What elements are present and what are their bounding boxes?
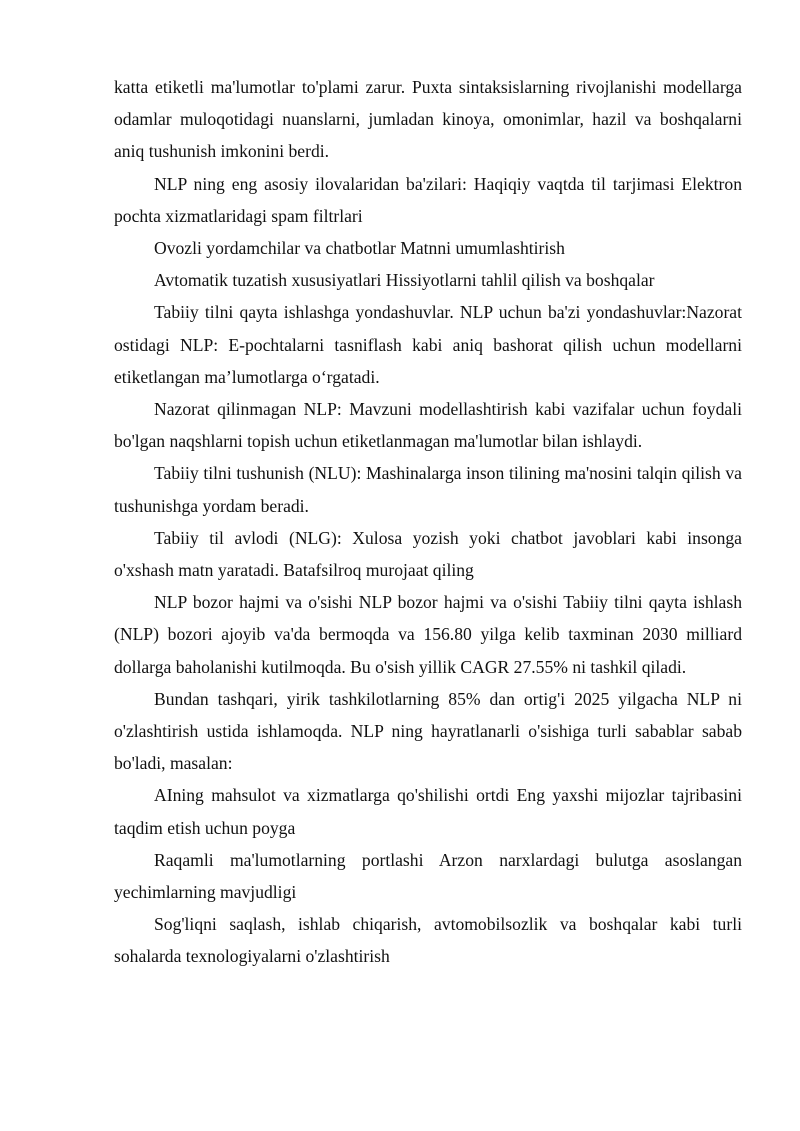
paragraph-unsupervised-nlp: Nazorat qilinmagan NLP: Mavzuni modellashtirish kabi vazifalar uchun foydali bo'lgan naqshlarni topish uchun etiketlanmagan ma'lumotlar bilan ishlaydi. bbox=[114, 399, 742, 452]
paragraph-voice-assistants: Ovozli yordamchilar va chatbotlar Matnni umumlashtirish bbox=[154, 238, 565, 259]
paragraph-industries: Sog'liqni saqlash, ishlab chiqarish, avtomobilsozlik va boshqalar kabi turli sohalarda texnologiyalarni o'zlashtirish bbox=[114, 914, 742, 967]
paragraph-digital-data: Raqamli ma'lumotlarning portlashi Arzon narxlardagi bulutga asoslangan yechimlarning mavjudligi bbox=[114, 849, 742, 903]
paragraph-organizations: Bundan tashqari, yirik tashkilotlarning 85% dan ortig'i 2025 yilgacha NLP ni o'zlashtirish ustida ishlamoqda. NLP ning hayratlanarli o'sishiga turli sabablar sabab bo'ladi, masalan: bbox=[114, 688, 742, 774]
paragraph-nlu: Tabiiy tilni tushunish (NLU): Mashinalarga inson tilining ma'nosini talqin qilish va tushunishga yordam beradi. bbox=[114, 463, 742, 516]
paragraph-nlg: Tabiiy til avlodi (NLG): Xulosa yozish yoki chatbot javoblari kabi insonga o'xshash matn yaratadi. Batafsilroq murojaat qiling bbox=[114, 527, 742, 581]
paragraph-nlp-applications: NLP ning eng asosiy ilovalaridan ba'zilari: Haqiqiy vaqtda til tarjimasi Elektron pochta xizmatlaridagi spam filtrlari bbox=[114, 173, 742, 226]
paragraph-market-size: NLP bozor hajmi va o'sishi NLP bozor hajmi va o'sishi Tabiiy tilni qayta ishlash (NLP) bozori ajoyib va'da bermoqda va 156.80 yilga kelib taxminan 2030 milliard dollarga baholanishi kutilmoqda. Bu o'sish yillik CAGR 27.55% ni tashkil qiladi. bbox=[114, 592, 742, 677]
paragraph-continuation: katta etiketli ma'lumotlar to'plami zarur. Puxta sintaksislarning rivojlanishi modellarga odamlar muloqotidagi nuanslarni, jumladan kinoya, omonimlar, hazil va boshqalarni aniq tushunish imkonini berdi. bbox=[114, 77, 742, 162]
paragraph-ai-integration: AIning mahsulot va xizmatlarga qo'shilishi ortdi Eng yaxshi mijozlar tajribasini taqdim etish uchun poyga bbox=[114, 785, 742, 838]
paragraph-approaches: Tabiiy tilni qayta ishlashga yondashuvlar. NLP uchun ba'zi yondashuvlar:Nazorat ostidagi NLP: E-pochtalarni tasniflash kabi aniq bashorat qilish uchun modellarni etiketlangan ma’lumotlarga o‘rgatadi. bbox=[114, 302, 742, 387]
document-body bbox=[114, 71, 742, 973]
paragraph-autocorrect: Avtomatik tuzatish xususiyatlari Hissiyotlarni tahlil qilish va boshqalar bbox=[154, 270, 655, 291]
